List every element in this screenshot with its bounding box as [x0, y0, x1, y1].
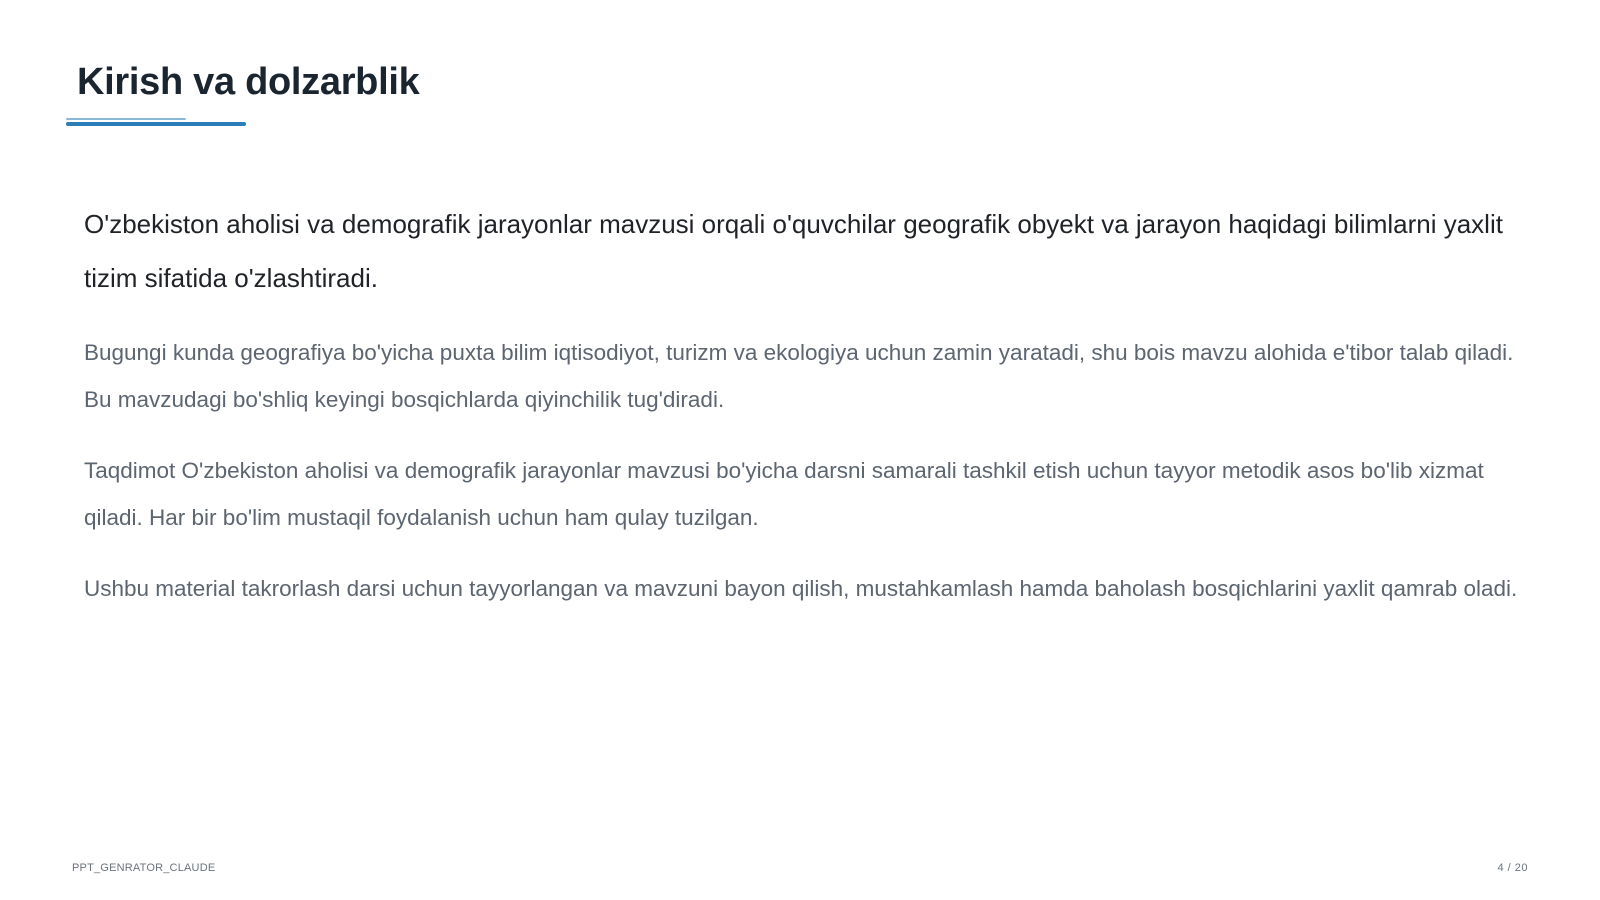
slide-content [84, 197, 1524, 636]
body-paragraph-3: Ushbu material takrorlash darsi uchun tayyorlangan va mavzuni bayon qilish, mustahkamlash hamda baholash bosqichlarini yaxlit qamrab oladi. [84, 576, 1518, 601]
footer-brand: PPT_GENRATOR_CLAUDE [72, 862, 216, 874]
body-paragraph-2: Taqdimot O'zbekiston aholisi va demografik jarayonlar mavzusi bo'yicha darsni samarali tashkil etish uchun tayyor metodik asos bo'lib xizmat qiladi. Har bir bo'lim mustaqil foydalanish uchun ham qulay tuzilgan. [84, 458, 1484, 530]
lead-paragraph: O'zbekiston aholisi va demografik jarayonlar mavzusi orqali o'quvchilar geografik obyekt va jarayon haqidagi bilimlarni yaxlit tizim sifatida o'zlashtiradi. [84, 209, 1503, 293]
title-underline-accent [66, 118, 186, 120]
title-underline [66, 122, 246, 126]
body-paragraph-1: Bugungi kunda geografiya bo'yicha puxta bilim iqtisodiyot, turizm va ekologiya uchun zamin yaratadi, shu bois mavzu alohida e'tibor talab qiladi. Bu mavzudagi bo'shliq keyingi bosqichlarda qiyinchilik tug'diradi. [84, 340, 1514, 412]
slide-title: Kirish va dolzarblik [77, 61, 420, 103]
page-indicator: 4 / 20 [1497, 862, 1528, 874]
